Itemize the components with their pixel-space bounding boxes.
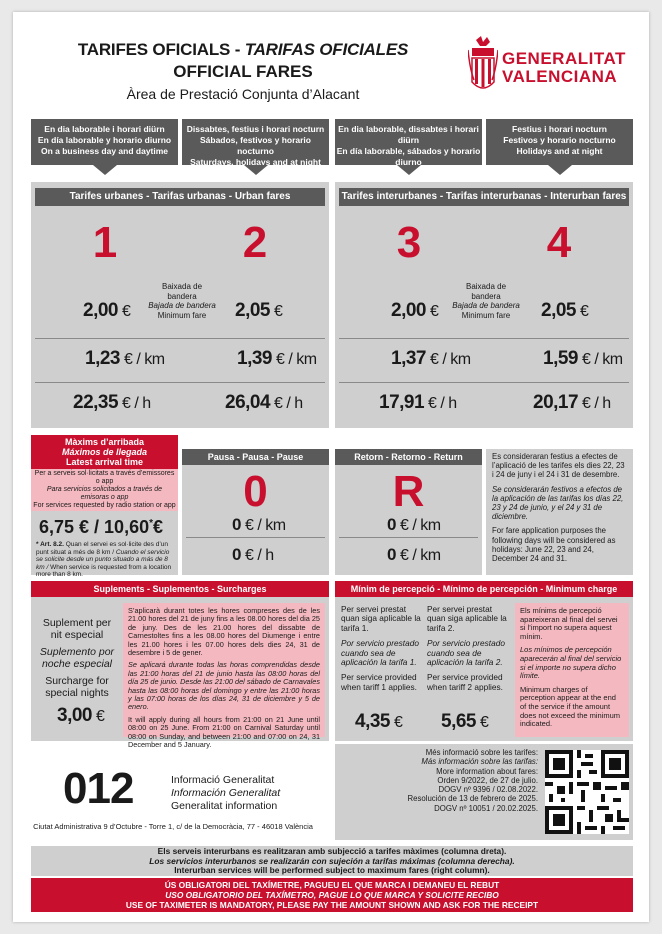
flagfall-note-interurban: Baixada de bandera Bajada de bandera Minimum fare [452, 282, 520, 320]
area-subtitle: Àrea de Prestació Conjunta d’Alacant [126, 86, 360, 102]
tariff-4-flagfall: 2,05 € [541, 300, 589, 321]
minimum-tariff-2-price: 5,65 € [441, 711, 489, 732]
return-per-km-2: 0 € / km [387, 545, 441, 564]
supplements-header: Suplements - Suplementos - Surcharges [31, 581, 329, 597]
logo-text: GENERALITAT VALENCIANA [502, 49, 626, 86]
tariff-2-per-hour: 26,04 € / h [225, 392, 303, 413]
max-arrival-prices: 6,75 € / 10,60*€ [39, 517, 164, 537]
office-address: Ciutat Administrativa 9 d’Octubre - Torre 1, c/ de la Democràcia, 77 - 46018 València [33, 822, 313, 831]
header-col-1: En dia laborable i horari diürn En día laborable y horario diurno On a business day and daytime [31, 119, 178, 165]
header-col-4: Festius i horari nocturn Festivos y horario nocturno Holidays and at night [486, 119, 633, 165]
pause-per-km: 0 € / km [232, 515, 286, 534]
holidays-note: Es consideraran festius a efectes de l’aplicació de les tarifes els dies 22, 23 i 24 de juny i el 24 i 31 de desembre. Se considerarán festivos a efectos de la aplicación de las tarifas los días 22, 23 y 24 de junio, y el 24 y 31 de diciembre. For fare application purposes the following days will be considered as holidays: June 22, 23 and 24, December 24 and 31. [486, 449, 633, 575]
minimum-tariff-1-text: Per servei prestat quan siga aplicable la tarifa 1. Por servicio prestado cuando sea de aplicación la tarifa 1. Per service provided when tariff 1 applies. [341, 604, 421, 692]
tariff-number: 1 [92, 218, 118, 267]
generalitat-logo [468, 36, 638, 106]
tariff-1-flagfall: 2,00 € [83, 300, 131, 321]
return-header: Retorn - Retorno - Return [335, 449, 482, 465]
header-col-3: En dia laborable, dissabtes i horari diürn En día laborable, sábados y horario diurno On a business day, Saturdays and [335, 119, 482, 165]
pause-box [182, 449, 329, 575]
tariff-4-per-km: 1,59 € / km [543, 348, 623, 369]
tariff-3-per-hour: 17,91 € / h [379, 392, 457, 413]
supplement-price: 3,00 € [57, 705, 105, 726]
tariff-4-per-hour: 20,17 € / h [533, 392, 611, 413]
max-arrival-subtitle: Per a serveis sol·licitats a través d’emissores o app Para servicios solicitados a través de emisoras o app For services requested by radio station or app [31, 469, 178, 511]
supplement-label: Suplement per nit especial Suplemento por noche especial Surcharge for special nights [39, 617, 115, 699]
tariff-3-flagfall: 2,00 € [391, 300, 439, 321]
flagfall-note-urban: Baixada de bandera Bajada de bandera Minimum fare [148, 282, 216, 320]
minimum-charge-header: Mínim de percepció - Mínimo de percepción - Minimum charge [335, 581, 633, 597]
tariff-number: 3 [396, 218, 422, 267]
pause-header: Pausa - Pausa - Pause [182, 449, 329, 465]
pause-per-hour: 0 € / h [232, 545, 274, 564]
meter-mandatory-banner: ÚS OBLIGATORI DEL TAXÍMETRE, PAGUEU EL QUE MARCA I DEMANEU EL REBUT USO OBLIGATORIO DEL TAXÍMETRO, PAGUE LO QUE MARCA Y SOLICITE RECIBO USE OF TAXIMETER IS MANDATORY, PLEASE PAY THE AMOUNT SHOWN AND ASK FOR THE RECEIPT [31, 878, 633, 912]
supplements-box [31, 581, 329, 750]
english-title: OFFICIAL FARES [173, 62, 313, 81]
max-arrival-box [31, 435, 178, 578]
more-info-text: Més informació sobre les tarifes: Más información sobre las tarifas: More information about fares: Orden 9/2022, de 27 de julio. DOGV nº 9396 / 02.08.2022. Resolución de 13 de febrero de 2025. DOGV nº 10051 / 20.02.2025. [407, 748, 538, 813]
minimum-tariff-1-price: 4,35 € [355, 711, 403, 732]
info-phone-number: 012 [63, 764, 134, 813]
more-info-box [335, 744, 633, 840]
qr-code-icon [545, 750, 629, 834]
title-block [33, 40, 453, 102]
return-per-km: 0 € / km [387, 515, 441, 534]
pause-symbol: 0 [243, 467, 268, 516]
max-arrival-header: Màxims d’arribada Máximos de llegada Latest arrival time [31, 435, 178, 469]
return-symbol: R [392, 467, 425, 516]
return-box [335, 449, 482, 575]
minimum-charge-box [335, 581, 633, 741]
interurban-band: Tarifes interurbanes - Tarifas interurbanas - Interurban fares [339, 188, 629, 206]
tariff-3-per-km: 1,37 € / km [391, 348, 471, 369]
tariff-1-per-km: 1,23 € / km [85, 348, 165, 369]
tariff-2-per-km: 1,39 € / km [237, 348, 317, 369]
max-arrival-note: * Art. 8.2. Quan el servei es sol·licite des d’un punt situat a més de 8 km / Cuando el servicio se solicite desde un punto situado a más de 8 km / When service is requested from a location more than 8 km. [36, 541, 172, 578]
urban-band: Tarifes urbanes - Tarifas urbanas - Urban fares [35, 188, 325, 206]
tariff-number: 4 [546, 218, 572, 267]
supplement-conditions: S’aplicarà durant totes les hores compreses des de les 21.00 hores del 21 de juny fins a les 08.00 hores del dia 25 de juny. Des de les 21.00 hores del dissabte de Carnestoltes fins a les 08.00 hores del Diumenge i entre les 21.00 hores i les 07.00 hores dels dies 24, 31 de desembre i 5 de gener. Se aplicará durante todas las horas comprendidas desde las 21:00 horas del 21 de junio hasta las 08:00 horas del día 25 de junio. Desde las 21:00 del sábado de Carnavales hasta las 08:00 horas del domingo y entre las 21:00 horas y las 07:00 horas de los días 24, 31 de diciembre y 5 de enero. It will apply during all hours from 21:00 on 21 June until 08:00 on 25 June. From 21:00 on Carnival Saturday until 08:00 on Sunday, and between 21:00 and 07:00 on 24, 31 December and 5 January. [123, 603, 325, 737]
info-phone-label: Informació Generalitat Información Generalitat Generalitat information [171, 774, 281, 812]
minimum-charge-note: Els mínims de percepció apareixeran al final del servei si l’import no supera aquest mínim. Los mínimos de percepción aparecerán al final del servicio si el importe no supera dicho límite. Minimum charges of perception appear at the end of the service if the amount does not exceed the minimum indicated. [515, 603, 629, 737]
tariff-1-per-hour: 22,35 € / h [73, 392, 151, 413]
minimum-tariff-2-text: Per servei prestat quan siga aplicable la tarifa 2. Por servicio prestado cuando sea de aplicación la tarifa 2. Per service provided when tariff 2 applies. [427, 604, 507, 692]
tariff-number: 2 [242, 218, 268, 267]
main-title: TARIFES OFICIALS - TARIFAS OFICIALES [77, 40, 409, 59]
more-info-qr-code[interactable] [545, 750, 629, 834]
fare-sheet [13, 12, 649, 922]
coat-of-arms-icon [468, 36, 498, 102]
interurban-notice: Els serveis interurbans es realitzaran amb subjecció a tarifes màximes (columna dreta). Los servicios interurbanos se realizarán con sujeción a tarifas máximas (columna derecha). Interurban services will be performed subject to maximum fares (right column). [31, 846, 633, 876]
tariff-2-flagfall: 2,05 € [235, 300, 283, 321]
header-col-2: Dissabtes, festius i horari nocturn Sábados, festivos y horario nocturno Saturdays, holidays and at night [182, 119, 329, 165]
